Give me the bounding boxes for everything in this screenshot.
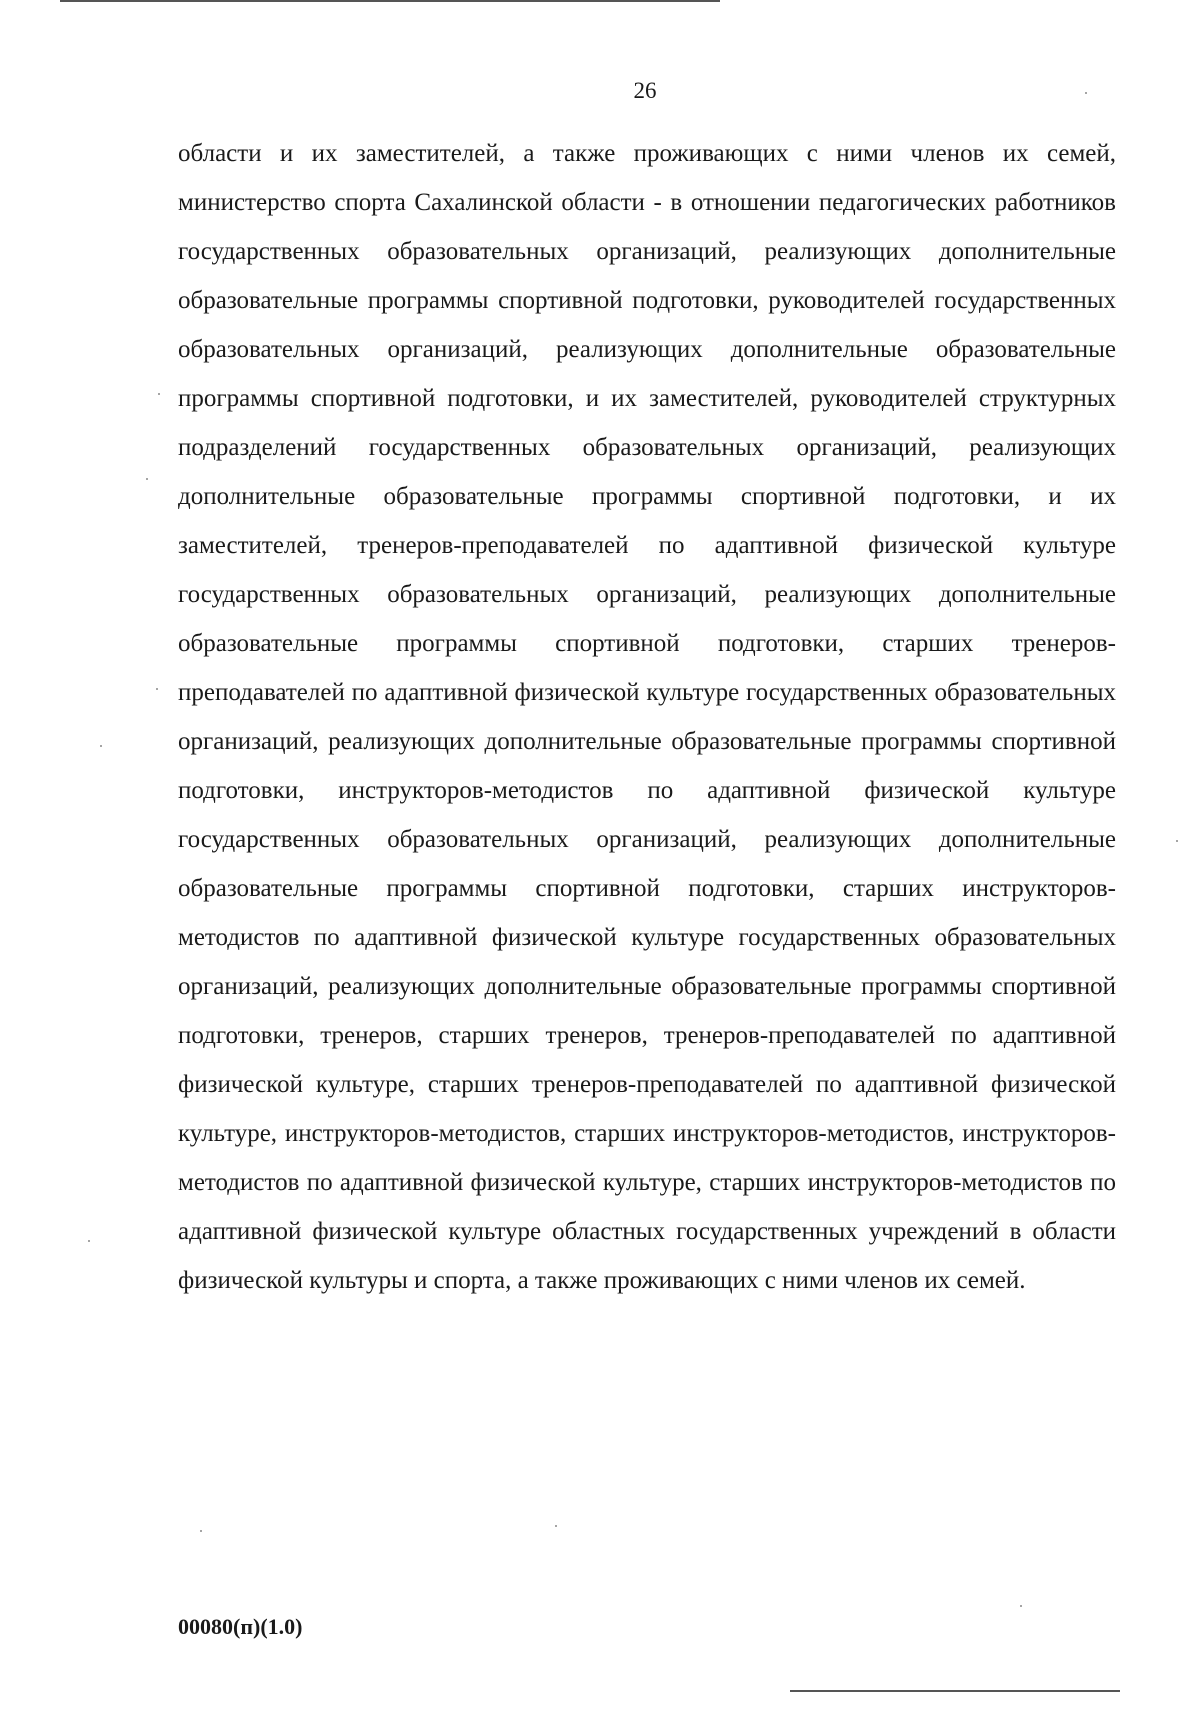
scan-speck (156, 688, 158, 690)
scan-speck (555, 1525, 557, 1527)
scan-edge-top (60, 0, 720, 2)
body-paragraph: области и их заместителей, а также проживающих с ними членов их семей, министерство спорта Сахалинской области - в отношении педагогических работников государственных образовательных организаций, реализующих дополнительные образовательные программы спортивной подготовки, руководителей государственных образовательных организаций, реализующих дополнительные образовательные программы спортивной подготовки, и их заместителей, руководителей структурных подразделений государственных образовательных организаций, реализующих дополнительные образовательные программы спортивной подготовки, и их заместителей, тренеров-преподавателей по адаптивной физической культуре государственных образовательных организаций, реализующих дополнительные образовательные программы спортивной подготовки, старших тренеров-преподавателей по адаптивной физической культуре государственных образовательных организаций, реализующих дополнительные образовательные программы спортивной подготовки, инструкторов-методистов по адаптивной физической культуре государственных образовательных организаций, реализующих дополнительные образовательные программы спортивной подготовки, старших инструкторов-методистов по адаптивной физической культуре государственных образовательных организаций, реализующих дополнительные образовательные программы спортивной подготовки, тренеров, старших тренеров, тренеров-преподавателей по адаптивной физической культуре, старших тренеров-преподавателей по адаптивной физической культуре, инструкторов-методистов, старших инструкторов-методистов, инструкторов-методистов по адаптивной физической культуре, старших инструкторов-методистов по адаптивной физической культуре областных государственных учреждений в области физической культуры и спорта, а также проживающих с ними членов их семей. (178, 140, 1116, 1294)
page-number: 26 (633, 78, 657, 103)
document-code: 00080(п)(1.0) (178, 1614, 303, 1639)
scan-edge-bottom (790, 1690, 1120, 1692)
scan-speck (200, 1530, 202, 1532)
scan-speck (1176, 840, 1178, 842)
scan-speck (158, 393, 160, 395)
scan-speck (146, 478, 148, 480)
scan-speck (100, 745, 102, 747)
scan-speck (1020, 1605, 1022, 1607)
scan-speck (88, 1240, 90, 1242)
